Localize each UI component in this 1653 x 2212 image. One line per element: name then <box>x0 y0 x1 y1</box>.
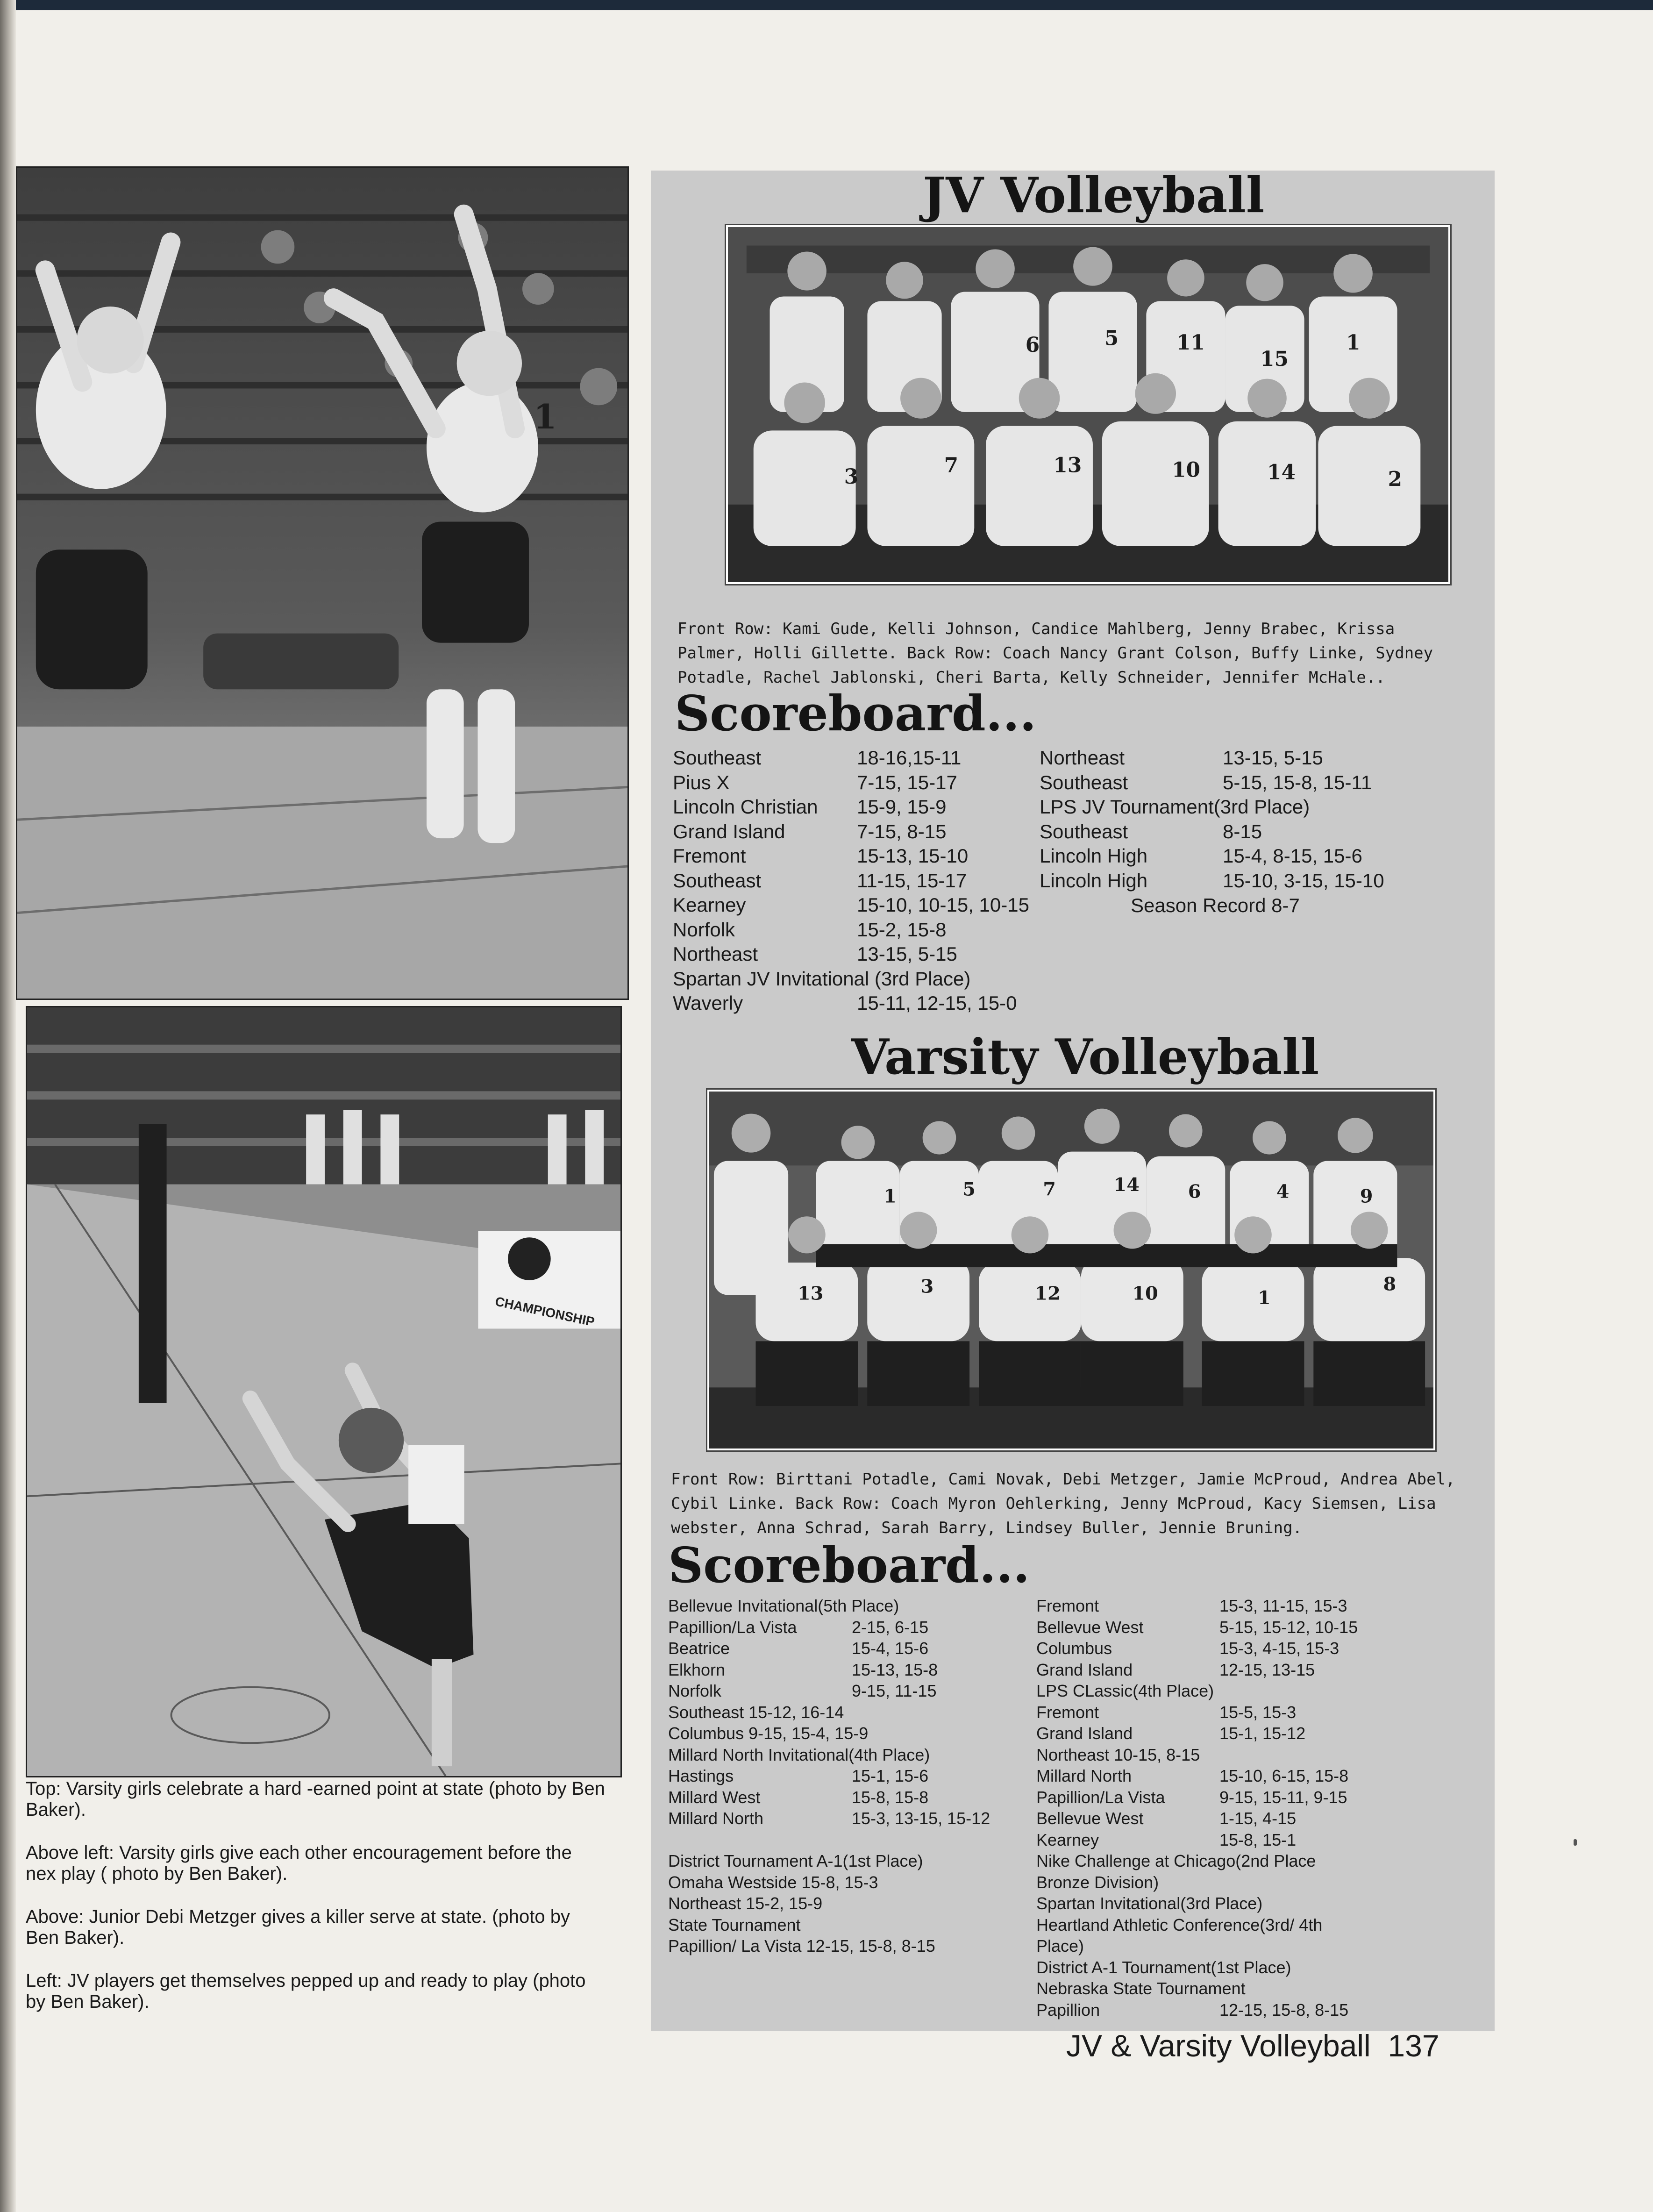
varsity-results-left <box>668 1595 1033 1957</box>
opponent-name: Bellevue West <box>1036 1617 1144 1637</box>
varsity-result-row <box>1036 1808 1457 1829</box>
opponent-name: Bellevue West <box>1036 1809 1144 1828</box>
opponent-name: Southeast <box>1040 771 1128 793</box>
varsity-result-row <box>1036 1723 1457 1744</box>
jv-result-row <box>673 967 1028 992</box>
varsity-result-row <box>668 1723 1033 1744</box>
varsity-result-row <box>668 1702 1033 1723</box>
match-score: 15-8, 15-1 <box>1219 1830 1297 1849</box>
varsity-result-row <box>1036 1978 1457 1999</box>
match-score: 15-10, 6-15, 15-8 <box>1219 1766 1349 1785</box>
jv-jersey-number: 11 <box>1176 331 1205 355</box>
match-score: 11-15, 15-17 <box>857 869 967 892</box>
varsity-result-row <box>668 1680 1033 1702</box>
jv-jersey-number: 6 <box>1025 333 1040 357</box>
jv-jersey-number: 13 <box>1053 453 1082 478</box>
opponent-name: Southeast <box>673 869 762 892</box>
opponent-name: Fremont <box>1036 1702 1099 1722</box>
varsity-jersey-number: 12 <box>1034 1283 1061 1305</box>
page-footer <box>1066 2028 1439 2063</box>
photo-captions <box>26 1778 605 2034</box>
match-score: 12-15, 13-15 <box>1219 1660 1315 1679</box>
opponent-name: District Tournament A-1(1st Place) <box>668 1851 923 1870</box>
jv-result-row <box>1040 869 1460 893</box>
opponent-name: Lincoln High <box>1040 869 1148 892</box>
jv-jersey-number: 1 <box>1346 331 1361 355</box>
varsity-result-row <box>668 1935 1033 1957</box>
opponent-name: Omaha Westside 15-8, 15-3 <box>668 1872 878 1892</box>
varsity-title: Varsity Volleyball <box>851 1028 1319 1085</box>
jv-result-row <box>1040 746 1460 771</box>
opponent-name: Bellevue Invitational(5th Place) <box>668 1596 899 1615</box>
jv-jersey-number: 3 <box>844 465 859 489</box>
varsity-result-row <box>1036 1914 1457 1936</box>
opponent-name: Grand Island <box>1036 1660 1133 1679</box>
match-score: 15-1, 15-12 <box>1219 1724 1306 1743</box>
opponent-name: Waverly <box>673 992 743 1014</box>
match-score: 7-15, 15-17 <box>857 771 957 793</box>
jv-result-row <box>1040 844 1460 869</box>
jv-jersey-number: 15 <box>1260 347 1289 371</box>
varsity-result-row <box>668 1829 1033 1851</box>
opponent-name: Norfolk <box>673 918 735 941</box>
opponent-name: Papillion/La Vista <box>1036 1787 1165 1807</box>
opponent-name: Columbus <box>1036 1639 1112 1658</box>
varsity-result-row <box>668 1638 1033 1659</box>
varsity-jersey-number: 1 <box>1257 1287 1271 1309</box>
match-score: 7-15, 8-15 <box>857 820 947 842</box>
opponent-name: Nebraska State Tournament <box>1036 1979 1246 1998</box>
varsity-result-row <box>668 1850 1033 1872</box>
varsity-result-row <box>1036 1659 1457 1681</box>
varsity-result-row <box>1036 1744 1457 1766</box>
jv-jersey-number: 7 <box>944 453 959 478</box>
opponent-name: Millard West <box>668 1787 761 1807</box>
jv-result-row <box>673 991 1028 1016</box>
jv-result-row <box>673 869 1028 893</box>
page-number: 137 <box>1388 2028 1439 2063</box>
jv-result-row <box>673 893 1028 918</box>
match-score: 15-10, 3-15, 15-10 <box>1223 869 1384 892</box>
match-score: 12-15, 15-8, 8-15 <box>1219 2000 1349 2019</box>
varsity-jersey-number: 4 <box>1276 1181 1290 1203</box>
jv-jersey-number: 14 <box>1267 460 1296 485</box>
match-score: 1-15, 4-15 <box>1219 1809 1297 1828</box>
jv-result-row <box>673 746 1028 771</box>
varsity-jersey-number: 6 <box>1188 1181 1201 1203</box>
jv-title: JV Volleyball <box>923 166 1265 224</box>
jv-results-right <box>1040 746 1460 893</box>
match-score: 5-15, 15-8, 15-11 <box>1223 771 1372 793</box>
page-top-edge <box>0 0 1653 10</box>
varsity-scoreboard-title: Scoreboard... <box>668 1536 1030 1594</box>
jv-result-row <box>673 844 1028 869</box>
match-score: 15-5, 15-3 <box>1219 1702 1297 1722</box>
opponent-name: Northeast <box>1040 747 1125 769</box>
varsity-result-row <box>1036 1957 1457 1978</box>
binding-spine <box>0 0 16 2212</box>
varsity-result-row <box>668 1893 1033 1914</box>
varsity-result-row <box>1036 1893 1457 1914</box>
serve-photo <box>26 1006 622 1777</box>
opponent-name: Papillion/La Vista <box>668 1617 797 1637</box>
opponent-name: Fremont <box>673 845 746 867</box>
match-score: 15-9, 15-9 <box>857 796 947 818</box>
varsity-jersey-number: 7 <box>1043 1178 1056 1200</box>
opponent-name: Spartan Invitational(3rd Place) <box>1036 1894 1263 1913</box>
match-score: 15-2, 15-8 <box>857 918 947 941</box>
jv-jersey-number: 5 <box>1104 326 1119 350</box>
opponent-name: Fremont <box>1036 1596 1099 1615</box>
opponent-name: Papillion <box>1036 2000 1100 2019</box>
varsity-jersey-number: 10 <box>1132 1283 1158 1305</box>
opponent-name: Bronze Division) <box>1036 1872 1159 1892</box>
caption-top: Top: Varsity girls celebrate a hard -earned point at state (photo by Ben Baker). <box>26 1778 605 1820</box>
varsity-result-row <box>1036 1872 1457 1893</box>
varsity-results-right <box>1036 1595 1457 2020</box>
match-score: 15-8, 15-8 <box>852 1787 929 1807</box>
opponent-name: Southeast <box>1040 820 1128 842</box>
varsity-result-row <box>668 1872 1033 1893</box>
varsity-jersey-number: 14 <box>1113 1174 1140 1196</box>
opponent-name: Kearney <box>673 894 746 916</box>
opponent-name: Nike Challenge at Chicago(2nd Place <box>1036 1851 1316 1870</box>
jv-result-row <box>673 918 1028 942</box>
opponent-name: Columbus 9-15, 15-4, 15-9 <box>668 1724 869 1743</box>
match-score: 9-15, 11-15 <box>852 1681 937 1700</box>
varsity-result-row <box>1036 1765 1457 1787</box>
caption-left: Left: JV players get themselves pepped up and ready to play (photo by Ben Baker). <box>26 1970 586 2012</box>
varsity-result-row <box>668 1595 1033 1617</box>
opponent-name: Spartan JV Invitational (3rd Place) <box>673 967 971 990</box>
match-score: 9-15, 15-11, 9-15 <box>1219 1787 1347 1807</box>
varsity-result-row <box>668 1914 1033 1936</box>
varsity-result-row <box>1036 1595 1457 1617</box>
caption-above: Above: Junior Debi Metzger gives a killer serve at state. (photo by Ben Baker). <box>26 1906 570 1948</box>
varsity-jersey-number: 9 <box>1360 1185 1373 1207</box>
match-score: 15-10, 10-15, 10-15 <box>857 894 1029 916</box>
match-score: 15-1, 15-6 <box>852 1766 929 1785</box>
jv-result-row <box>1040 771 1460 795</box>
jv-season-record: Season Record 8-7 <box>1131 894 1300 916</box>
opponent-name: Grand Island <box>673 820 785 842</box>
match-score: 18-16,15-11 <box>857 747 962 769</box>
jv-result-row <box>673 771 1028 795</box>
opponent-name: District A-1 Tournament(1st Place) <box>1036 1957 1291 1977</box>
match-score: 13-15, 5-15 <box>1223 747 1323 769</box>
varsity-result-row <box>668 1787 1033 1808</box>
varsity-result-row <box>1036 1935 1457 1957</box>
varsity-result-row <box>668 1659 1033 1681</box>
opponent-name: Elkhorn <box>668 1660 726 1679</box>
varsity-result-row <box>1036 1702 1457 1723</box>
opponent-name: Heartland Athletic Conference(3rd/ 4th <box>1036 1915 1323 1934</box>
opponent-name: Northeast <box>673 943 758 965</box>
jv-results-left <box>673 746 1028 1016</box>
match-score: 2-15, 6-15 <box>852 1617 929 1637</box>
jv-result-row <box>673 942 1028 967</box>
varsity-result-row <box>1036 1850 1457 1872</box>
jv-scoreboard-title: Scoreboard... <box>675 685 1037 742</box>
opponent-name: Hastings <box>668 1766 734 1785</box>
varsity-result-row <box>668 1744 1033 1766</box>
opponent-name: Southeast 15-12, 16-14 <box>668 1702 844 1722</box>
match-score: 5-15, 15-12, 10-15 <box>1219 1617 1358 1637</box>
opponent-name: LPS JV Tournament(3rd Place) <box>1040 796 1310 818</box>
match-score: 15-13, 15-8 <box>852 1660 938 1679</box>
varsity-result-row <box>668 1808 1033 1829</box>
varsity-result-row <box>1036 1787 1457 1808</box>
jv-team-photo <box>726 225 1450 584</box>
varsity-result-row <box>668 1765 1033 1787</box>
varsity-jersey-number: 1 <box>884 1185 897 1207</box>
opponent-name: Lincoln High <box>1040 845 1148 867</box>
match-score: 15-4, 8-15, 15-6 <box>1223 845 1362 867</box>
varsity-jersey-number: 13 <box>798 1283 824 1305</box>
opponent-name: Millard North Invitational(4th Place) <box>668 1745 930 1764</box>
match-score: 15-3, 13-15, 15-12 <box>852 1809 990 1828</box>
jv-result-row <box>673 795 1028 820</box>
opponent-name: State Tournament <box>668 1915 801 1934</box>
jv-jersey-number: 2 <box>1388 467 1403 492</box>
opponent-name: Pius X <box>673 771 730 793</box>
opponent-name: Kearney <box>1036 1830 1099 1849</box>
championship-banner-text: CHAMPIONSHIP <box>494 1294 596 1329</box>
footer-section-title: JV & Varsity Volleyball <box>1066 2028 1371 2063</box>
opponent-name: Southeast <box>673 747 762 769</box>
page-speck <box>1574 1839 1577 1846</box>
match-score: 8-15 <box>1223 820 1262 842</box>
opponent-name: Northeast 10-15, 8-15 <box>1036 1745 1200 1764</box>
jv-roster-caption: Front Row: Kami Gude, Kelli Johnson, Candice Mahlberg, Jenny Brabec, Krissa Palmer, Holli Gillette. Back Row: Coach Nancy Grant Colson, Buffy Linke, Sydney Potadle, Rachel Jablonski, Cheri Barta, Kelly Schneider, Jennifer McHale.. <box>677 620 1433 687</box>
jv-result-row <box>1040 820 1460 844</box>
match-score: 15-3, 4-15, 15-3 <box>1219 1639 1340 1658</box>
opponent-name: Lincoln Christian <box>673 796 818 818</box>
opponent-name: Millard North <box>1036 1766 1132 1785</box>
opponent-name: Beatrice <box>668 1639 730 1658</box>
varsity-jersey-number: 3 <box>920 1276 934 1298</box>
jv-result-row <box>673 820 1028 844</box>
match-score: 15-11, 12-15, 15-0 <box>857 992 1017 1014</box>
opponent-name: Papillion/ La Vista 12-15, 15-8, 8-15 <box>668 1936 935 1955</box>
varsity-result-row <box>1036 1999 1457 2021</box>
varsity-result-row <box>1036 1680 1457 1702</box>
varsity-team-photo <box>707 1090 1435 1450</box>
jv-result-row <box>1040 795 1460 820</box>
varsity-jersey-number: 5 <box>962 1178 976 1200</box>
match-score: 15-13, 15-10 <box>857 845 969 867</box>
varsity-jersey-number: 8 <box>1383 1273 1396 1295</box>
match-score: 15-4, 15-6 <box>852 1639 929 1658</box>
match-score: 13-15, 5-15 <box>857 943 957 965</box>
opponent-name: Norfolk <box>668 1681 722 1700</box>
varsity-roster-caption: Front Row: Birttani Potadle, Cami Novak, Debi Metzger, Jamie McProud, Andrea Abel, Cybil Linke. Back Row: Coach Myron Oehlerking, Jenny McProud, Kacy Siemsen, Lisa webster, Anna Schrad, Sarah Barry, Lindsey Buller, Jennie Bruning. <box>671 1470 1455 1537</box>
photo-jersey-number: 1 <box>533 397 557 437</box>
caption-above-left: Above left: Varsity girls give each other encouragement before the nex play ( photo by Ben Baker). <box>26 1842 572 1884</box>
varsity-result-row <box>1036 1617 1457 1638</box>
opponent-name: Millard North <box>668 1809 764 1828</box>
opponent-name: Northeast 15-2, 15-9 <box>668 1894 823 1913</box>
varsity-result-row <box>668 1617 1033 1638</box>
varsity-result-row <box>1036 1829 1457 1851</box>
jv-jersey-number: 10 <box>1172 458 1200 482</box>
opponent-name: Grand Island <box>1036 1724 1133 1743</box>
celebration-photo <box>16 166 629 1000</box>
opponent-name: LPS CLassic(4th Place) <box>1036 1681 1214 1700</box>
varsity-result-row <box>1036 1638 1457 1659</box>
match-score: 15-3, 11-15, 15-3 <box>1219 1596 1347 1615</box>
opponent-name: Place) <box>1036 1936 1084 1955</box>
